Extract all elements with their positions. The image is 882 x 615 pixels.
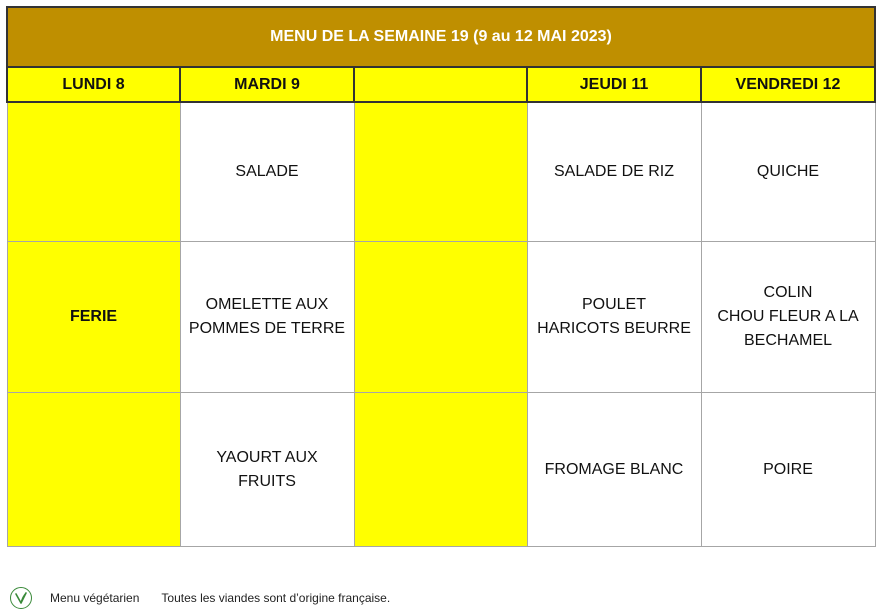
mercredi-dessert-cell — [354, 393, 527, 547]
jeudi-plat-line-1: POULET — [581, 296, 646, 313]
lundi-dessert-cell — [7, 393, 180, 547]
day-header-lundi: LUNDI 8 — [7, 67, 180, 102]
day-header-jeudi: JEUDI 11 — [527, 67, 701, 102]
mardi-plat-line-1: OMELETTE AUX — [205, 296, 329, 313]
day-header-mercredi — [354, 67, 527, 102]
lundi-ferie-cell: FERIE — [7, 242, 180, 393]
mardi-plat-cell — [180, 242, 354, 393]
jeudi-dessert-cell: FROMAGE BLANC — [527, 393, 701, 547]
day-header-row — [7, 67, 875, 102]
mardi-dessert-line-2: FRUITS — [238, 472, 296, 490]
mardi-dessert-line-1: YAOURT AUX — [216, 448, 318, 466]
mardi-dessert-cell — [180, 393, 354, 547]
vegetarian-label: Menu végétarien — [50, 591, 140, 605]
day-header-mardi: MARDI 9 — [180, 67, 354, 102]
day-header-vendredi: VENDREDI 12 — [701, 67, 875, 102]
mardi-entree-cell: SALADE — [180, 102, 354, 242]
vendredi-plat-cell — [701, 242, 875, 393]
mercredi-plat-cell — [354, 242, 527, 393]
vendredi-plat-line-1: COLIN — [763, 284, 813, 301]
vendredi-plat-line-2: CHOU FLEUR A LA — [717, 308, 859, 325]
jeudi-entree-cell: SALADE DE RIZ — [527, 102, 701, 242]
jeudi-plat-line-2: HARICOTS BEURRE — [537, 320, 691, 337]
plat-row — [7, 242, 875, 393]
menu-title: MENU DE LA SEMAINE 19 (9 au 12 MAI 2023) — [7, 7, 875, 67]
entree-row — [7, 102, 875, 242]
lundi-entree-cell — [7, 102, 180, 242]
jeudi-plat-cell — [527, 242, 701, 393]
menu-footer — [10, 584, 390, 612]
weekly-menu-table — [6, 6, 876, 547]
mercredi-entree-cell — [354, 102, 527, 242]
dessert-row — [7, 393, 875, 547]
vendredi-dessert-cell: POIRE — [701, 393, 875, 547]
vendredi-entree-cell: QUICHE — [701, 102, 875, 242]
vendredi-plat-line-3: BECHAMEL — [743, 332, 833, 349]
vegetarian-leaf-icon — [10, 587, 32, 609]
mardi-plat-line-2: POMMES DE TERRE — [188, 320, 346, 337]
origin-note: Toutes les viandes sont d’origine française. — [161, 591, 391, 605]
